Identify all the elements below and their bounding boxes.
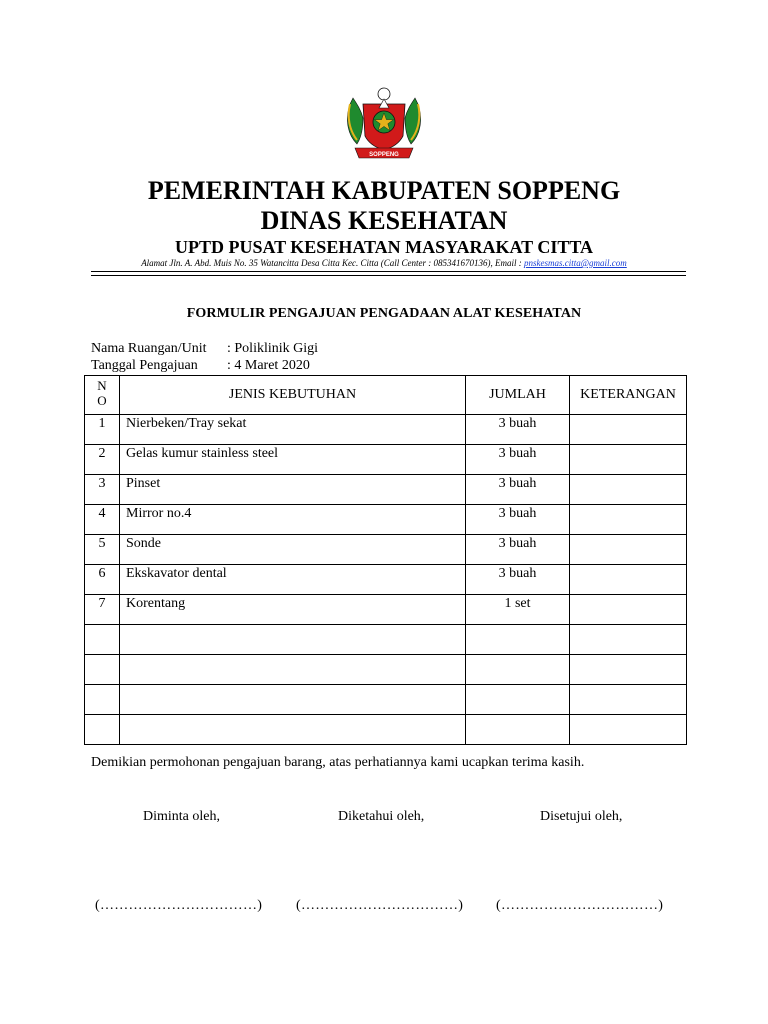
no-cell: 7 (85, 595, 120, 625)
jumlah-cell: 3 buah (466, 445, 570, 475)
address-text: Alamat Jln. A. Abd. Muis No. 35 Watancitta Desa Citta Kec. Citta (Call Center : 085341670136), Email : (141, 258, 525, 268)
no-cell (85, 625, 120, 655)
form-title: FORMULIR PENGAJUAN PENGADAAN ALAT KESEHATAN (186, 306, 582, 321)
header-divider-thin (91, 275, 686, 276)
email-link[interactable]: pnskesmas.citta@gmail.com (524, 258, 627, 268)
no-cell: 5 (85, 535, 120, 565)
emblem-ribbon-text: SOPPENG (369, 152, 399, 158)
no-cell (85, 685, 120, 715)
jenis-cell (120, 655, 466, 685)
jenis-cell: Nierbeken/Tray sekat (120, 415, 466, 445)
jumlah-cell (466, 655, 570, 685)
date-label: Tanggal Pengajuan (91, 358, 198, 373)
table-row (85, 685, 687, 715)
header-unit-title: UPTD PUSAT KESEHATAN MASYARAKAT CITTA (174, 237, 594, 257)
table-header-row (85, 376, 687, 415)
signature-line-approved: (……………………………) (496, 898, 664, 913)
keterangan-cell (570, 415, 687, 445)
keterangan-cell (570, 655, 687, 685)
table-row (85, 535, 687, 565)
unit-info-row (91, 341, 491, 357)
table-row (85, 715, 687, 745)
requested-by-label: Diminta oleh, (143, 809, 220, 824)
jenis-cell: Gelas kumur stainless steel (120, 445, 466, 475)
jumlah-cell (466, 625, 570, 655)
table-row (85, 415, 687, 445)
no-cell: 3 (85, 475, 120, 505)
jumlah-cell: 3 buah (466, 565, 570, 595)
date-info-row (91, 358, 491, 374)
jenis-cell (120, 715, 466, 745)
table-row (85, 625, 687, 655)
no-cell (85, 655, 120, 685)
no-cell (85, 715, 120, 745)
header-government-title: PEMERINTAH KABUPATEN SOPPENG (147, 176, 621, 205)
no-cell: 1 (85, 415, 120, 445)
header-keterangan: KETERANGAN (570, 376, 687, 415)
header-jenis: JENIS KEBUTUHAN (120, 376, 466, 415)
jumlah-cell: 3 buah (466, 535, 570, 565)
keterangan-cell (570, 685, 687, 715)
header-address (0, 257, 768, 269)
jenis-cell: Ekskavator dental (120, 565, 466, 595)
signature-line-known: (……………………………) (296, 898, 464, 913)
header-department-title: DINAS KESEHATAN (260, 206, 508, 235)
jumlah-cell: 3 buah (466, 475, 570, 505)
closing-statement: Demikian permohonan pengajuan barang, atas perhatiannya kami ucapkan terima kasih. (91, 755, 585, 770)
jenis-cell: Mirror no.4 (120, 505, 466, 535)
keterangan-cell (570, 445, 687, 475)
approved-by-label: Disetujui oleh, (540, 809, 623, 824)
table-row (85, 655, 687, 685)
keterangan-cell (570, 475, 687, 505)
jumlah-cell (466, 685, 570, 715)
jenis-cell: Sonde (120, 535, 466, 565)
jenis-cell: Korentang (120, 595, 466, 625)
header-no (85, 376, 120, 415)
keterangan-cell (570, 535, 687, 565)
table-row (85, 565, 687, 595)
jenis-cell: Pinset (120, 475, 466, 505)
keterangan-cell (570, 625, 687, 655)
soppeng-emblem-icon (341, 82, 427, 166)
header-divider-thick (91, 271, 686, 272)
keterangan-cell (570, 715, 687, 745)
items-table (84, 375, 687, 745)
jumlah-cell (466, 715, 570, 745)
jumlah-cell: 3 buah (466, 505, 570, 535)
jenis-cell (120, 685, 466, 715)
known-by-label: Diketahui oleh, (338, 809, 425, 824)
jumlah-cell: 3 buah (466, 415, 570, 445)
jenis-cell (120, 625, 466, 655)
unit-label: Nama Ruangan/Unit (91, 341, 207, 356)
no-cell: 6 (85, 565, 120, 595)
keterangan-cell (570, 505, 687, 535)
unit-value: : Poliklinik Gigi (227, 341, 319, 356)
table-row (85, 505, 687, 535)
table-row (85, 475, 687, 505)
table-row (85, 595, 687, 625)
header-no-line1: N (97, 378, 107, 393)
jumlah-cell: 1 set (466, 595, 570, 625)
keterangan-cell (570, 595, 687, 625)
no-cell: 4 (85, 505, 120, 535)
no-cell: 2 (85, 445, 120, 475)
signature-line-requested: (……………………………) (95, 898, 263, 913)
table-row (85, 445, 687, 475)
date-value: : 4 Maret 2020 (227, 358, 310, 373)
header-no-line2: O (97, 393, 107, 408)
keterangan-cell (570, 565, 687, 595)
header-jumlah: JUMLAH (466, 376, 570, 415)
